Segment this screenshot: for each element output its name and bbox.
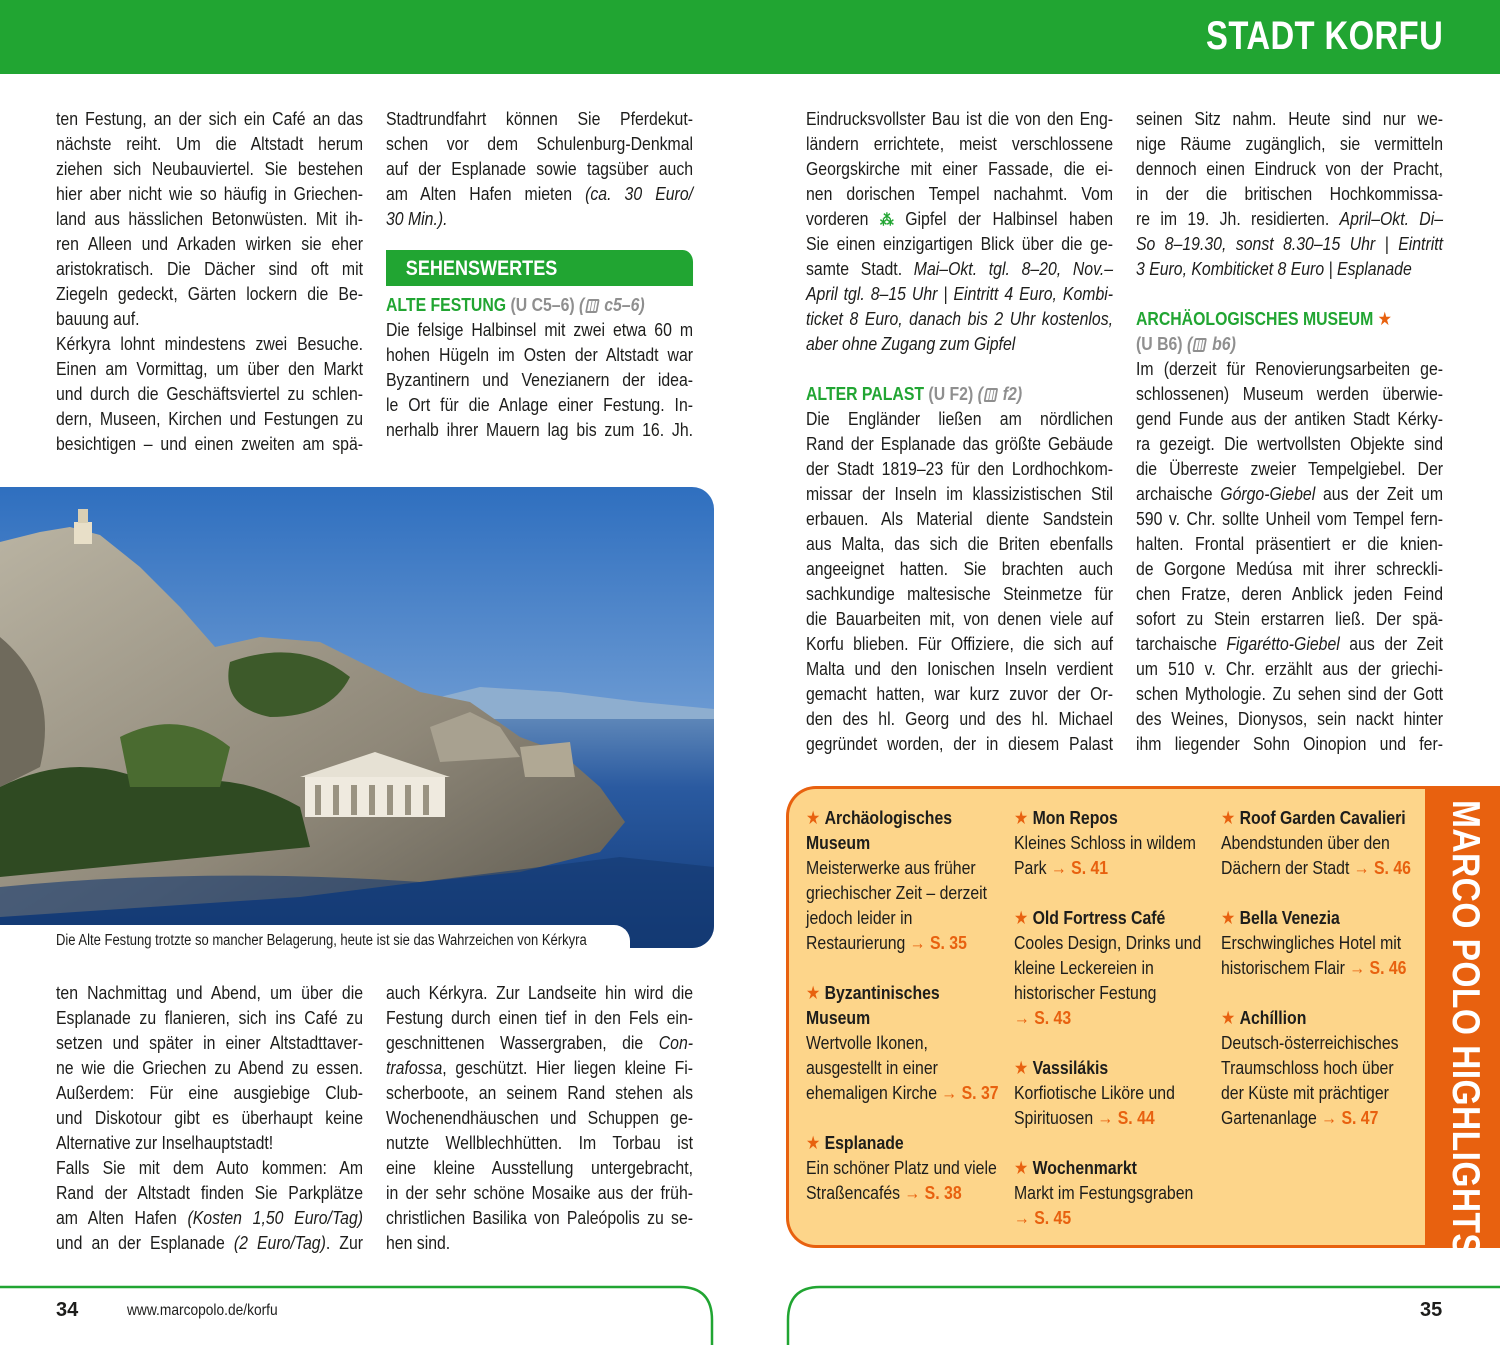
text-line bbox=[386, 1055, 693, 1080]
viewpoint-icon: ⁂ bbox=[879, 212, 894, 229]
star-icon: ★ bbox=[1014, 907, 1033, 928]
page-reference[interactable]: → S. 46 bbox=[1353, 857, 1411, 878]
highlight-entry[interactable] bbox=[1014, 1055, 1210, 1130]
text-line bbox=[1136, 581, 1443, 606]
page-number-left: 34 bbox=[56, 1299, 79, 1321]
text-line bbox=[806, 181, 1113, 206]
text-line bbox=[1136, 156, 1443, 181]
text-segment: schlossenen) Museum werden überwie- bbox=[1136, 383, 1444, 404]
map-reference: ( f2) bbox=[977, 383, 1023, 404]
text-line bbox=[806, 406, 1113, 431]
text-line bbox=[56, 1080, 363, 1105]
text-column-1 bbox=[56, 106, 363, 456]
text-segment: in der die britischen Hochkommissa- bbox=[1136, 183, 1444, 204]
sight-heading bbox=[1136, 306, 1443, 331]
text-segment: seinen Sitz nahm. Heute sind nur we- bbox=[1136, 108, 1444, 129]
text-segment: dennoch einen Eindruck von der Pracht, bbox=[1136, 158, 1444, 179]
star-icon: ★ bbox=[1014, 1057, 1033, 1078]
star-icon: ★ bbox=[806, 982, 825, 1003]
map-reference-code: b6 bbox=[1212, 333, 1231, 354]
text-segment: nutzte Wellblechhütten. Im Torbau ist bbox=[386, 1132, 694, 1153]
text-line bbox=[1136, 431, 1443, 456]
text-line bbox=[1136, 181, 1443, 206]
text-line bbox=[56, 331, 363, 356]
sight-heading bbox=[806, 381, 1113, 406]
star-icon: ★ bbox=[1221, 1007, 1240, 1028]
text-line bbox=[56, 1130, 363, 1155]
text-segment: Ziegeln gedeckt, Gärten lockern die Be- bbox=[56, 283, 364, 304]
text-segment: bauung auf. bbox=[56, 308, 140, 329]
text-segment: die Bauarbeiten mit, von denen viele auf bbox=[806, 608, 1114, 629]
italic-text: Con- bbox=[658, 1032, 694, 1053]
highlight-description: Ein schöner Platz und viele Straßencafés bbox=[806, 1157, 997, 1203]
text-segment: Byzantinern und Venezianern der idea- bbox=[386, 369, 694, 390]
text-segment: schen vor dem Schulenburg-Denkmal bbox=[386, 133, 694, 154]
text-segment: Rand der Esplanade das größte Gebäude bbox=[806, 433, 1114, 454]
star-icon: ★ bbox=[1221, 807, 1240, 828]
text-segment: Gipfel der Halbinsel haben bbox=[893, 208, 1114, 229]
text-line bbox=[806, 131, 1113, 156]
text-line bbox=[56, 281, 363, 306]
text-line bbox=[386, 317, 693, 342]
text-line bbox=[386, 342, 693, 367]
page-reference[interactable]: → S. 41 bbox=[1050, 857, 1109, 878]
text-line bbox=[386, 181, 693, 206]
map-icon bbox=[983, 388, 998, 402]
text-segment: nächste reiht. Um die Altstadt herum bbox=[56, 133, 364, 154]
sight-heading bbox=[386, 292, 693, 317]
text-segment: am Alten Hafen mieten bbox=[386, 183, 586, 204]
text-segment: ten Nachmittag und Abend, um über die bbox=[56, 982, 364, 1003]
page-reference[interactable]: → S. 38 bbox=[904, 1182, 962, 1203]
italic-text: (ca. 30 Euro/ bbox=[585, 183, 694, 204]
text-line bbox=[1136, 631, 1443, 656]
text-segment: aus Malta, das sich die Briten ebenfalls bbox=[806, 533, 1114, 554]
text-line bbox=[1136, 131, 1443, 156]
text-segment: setzen und später in einer Altstadttaver- bbox=[56, 1032, 364, 1053]
text-line bbox=[56, 306, 363, 331]
text-line bbox=[386, 980, 693, 1005]
page-reference[interactable]: → S. 47 bbox=[1321, 1107, 1379, 1128]
text-segment: ziehen sich Neubauviertel. Sie bestehen bbox=[56, 158, 364, 179]
italic-text: aber ohne Zugang zum Gipfel bbox=[806, 333, 1016, 354]
section-heading-sehenswertes: SEHENSWERTES bbox=[386, 250, 693, 286]
text-line bbox=[56, 181, 363, 206]
text-line bbox=[386, 206, 693, 231]
map-reference-code: f2 bbox=[1002, 383, 1017, 404]
text-line bbox=[806, 456, 1113, 481]
text-line bbox=[386, 131, 693, 156]
text-segment: Sie einen einzigartigen Blick über die ge- bbox=[806, 233, 1114, 254]
text-segment: le Ort für die Anlage einer Festung. In- bbox=[386, 394, 694, 415]
text-segment: aristokratisch. Die Dächer sind oft mit bbox=[56, 258, 364, 279]
text-line bbox=[386, 156, 693, 181]
text-line bbox=[56, 131, 363, 156]
text-column-2 bbox=[386, 106, 693, 442]
text-segment: vorderen bbox=[806, 208, 880, 229]
highlights-column-1 bbox=[806, 805, 1002, 1230]
text-segment: und Diskotour gibt es überhaupt keine bbox=[56, 1107, 364, 1128]
highlights-title-strip bbox=[1425, 786, 1500, 1257]
text-column-3 bbox=[806, 106, 1113, 756]
text-line bbox=[806, 106, 1113, 131]
text-segment: geschnittenen Wassergraben, die bbox=[386, 1032, 659, 1053]
highlight-entry[interactable] bbox=[806, 980, 1002, 1105]
text-line bbox=[56, 1105, 363, 1130]
text-segment: um 510 v. Chr. erzählt aus der griechi- bbox=[1136, 658, 1444, 679]
text-segment: ne wie die Griechen zu Abend zu essen. bbox=[56, 1057, 364, 1078]
chapter-header bbox=[0, 0, 1500, 74]
text-segment: ländern errichtete, meist verschlossene bbox=[806, 133, 1114, 154]
text-line bbox=[806, 231, 1113, 256]
map-icon bbox=[585, 299, 600, 313]
text-segment: auch Kérkyra. Zur Landseite hin wird die bbox=[386, 982, 694, 1003]
text-line bbox=[386, 1130, 693, 1155]
highlight-title: Mon Repos bbox=[1032, 807, 1118, 828]
text-segment: und an der Esplanade bbox=[56, 1232, 234, 1253]
text-segment: eine kleine Ausstellung untergebracht, bbox=[386, 1157, 694, 1178]
text-line bbox=[1136, 656, 1443, 681]
photo-caption bbox=[0, 925, 630, 958]
text-segment: die Überreste zweier Tempelgiebel. Der bbox=[1136, 458, 1444, 479]
italic-text: Figarétto-Giebel bbox=[1226, 633, 1340, 654]
text-segment: Im (derzeit für Renovierungsarbeiten ge- bbox=[1136, 358, 1444, 379]
text-line bbox=[1136, 106, 1443, 131]
text-segment: nerhalb ihrer Mauern lag bis zum 16. Jh. bbox=[386, 419, 694, 440]
page-reference[interactable]: → S. 37 bbox=[941, 1082, 999, 1103]
highlight-description: Cooles Design, Drinks und kleine Leckereien in historischer Festung bbox=[1014, 932, 1202, 1003]
text-line bbox=[386, 1005, 693, 1030]
text-segment: 590 v. Chr. sollte Unheil vom Tempel fern- bbox=[1136, 508, 1444, 529]
text-segment: , geschützt. Hier liegen kleine Fi- bbox=[442, 1057, 694, 1078]
text-line bbox=[56, 106, 363, 131]
page-reference[interactable]: → S. 43 bbox=[1014, 1007, 1072, 1028]
text-line bbox=[806, 731, 1113, 756]
text-column-5 bbox=[56, 980, 363, 1255]
sight-reference bbox=[1136, 331, 1443, 356]
text-line bbox=[806, 606, 1113, 631]
text-line bbox=[806, 581, 1113, 606]
sight-name: ARCHÄOLOGISCHES MUSEUM bbox=[1136, 308, 1374, 329]
page-reference[interactable]: → S. 45 bbox=[1014, 1207, 1072, 1228]
text-segment: sofort zu Stein erstarren ließ. Der spä- bbox=[1136, 608, 1444, 629]
text-column-4 bbox=[1136, 106, 1443, 756]
text-line bbox=[386, 1080, 693, 1105]
highlight-title: Achíllion bbox=[1239, 1007, 1307, 1028]
text-line bbox=[56, 1180, 363, 1205]
italic-text: Górgo-Giebel bbox=[1220, 483, 1316, 504]
text-segment: chen Fratze, deren Anblick jeden Feind bbox=[1136, 583, 1444, 604]
highlight-description: Korfiotische Liköre und Spirituosen bbox=[1014, 1082, 1175, 1128]
text-line bbox=[806, 306, 1113, 331]
text-segment: missar der Inseln im klassizistischen Stil bbox=[806, 483, 1114, 504]
page-reference[interactable]: → S. 46 bbox=[1349, 957, 1407, 978]
text-segment: erbauen. Als Material diente Sandstein bbox=[806, 508, 1114, 529]
text-segment: gemacht hatten, war kurz zuvor der Or- bbox=[806, 683, 1114, 704]
text-line bbox=[806, 681, 1113, 706]
text-line bbox=[1136, 481, 1443, 506]
text-segment: hen sind. bbox=[386, 1232, 451, 1253]
text-segment: sachkundige maltesische Steinmetze für bbox=[806, 583, 1114, 604]
italic-text: ticket 8 Euro, danach bis 2 Uhr kostenlos, bbox=[806, 308, 1114, 329]
text-line bbox=[386, 106, 693, 131]
text-segment: besichtigen – und einen zweiten am spä- bbox=[56, 433, 364, 454]
map-reference-code: c5–6 bbox=[604, 294, 640, 315]
text-line bbox=[56, 406, 363, 431]
text-segment: aus der Zeit um bbox=[1315, 483, 1444, 504]
text-line bbox=[806, 431, 1113, 456]
text-segment: Esplanade zu flanieren, sich ins Café zu bbox=[56, 1007, 364, 1028]
text-line bbox=[386, 1205, 693, 1230]
star-icon: ★ bbox=[806, 807, 825, 828]
text-segment: Stadtrundfahrt können Sie Pferdekut- bbox=[386, 108, 694, 129]
text-segment: gend Funde aus der antiken Stadt Kérky- bbox=[1136, 408, 1444, 429]
text-line bbox=[1136, 231, 1443, 256]
highlight-title: Bella Venezia bbox=[1239, 907, 1340, 928]
map-grid-reference: (U B6) bbox=[1136, 333, 1187, 354]
map-grid-reference: (U C5–6) bbox=[506, 294, 580, 315]
highlight-entry[interactable] bbox=[1221, 905, 1417, 980]
text-segment: ren Alleen und Arkaden wirken sie eher bbox=[56, 233, 364, 254]
highlight-title: Vassilákis bbox=[1032, 1057, 1109, 1078]
text-segment: Wochenendhäuschen und Schuppen ge- bbox=[386, 1107, 694, 1128]
text-line bbox=[806, 331, 1113, 356]
star-icon: ★ bbox=[1373, 308, 1392, 329]
text-segment: Malta und den Ionischen Inseln verdient bbox=[806, 658, 1114, 679]
text-line bbox=[806, 706, 1113, 731]
text-line bbox=[56, 156, 363, 181]
highlight-title: Old Fortress Café bbox=[1032, 907, 1166, 928]
text-line bbox=[1136, 381, 1443, 406]
text-line bbox=[56, 431, 363, 456]
text-line bbox=[1136, 731, 1443, 756]
text-line bbox=[56, 231, 363, 256]
text-segment: hier aber nicht wie so häufig in Griechen- bbox=[56, 183, 364, 204]
text-line bbox=[806, 256, 1113, 281]
text-line bbox=[386, 367, 693, 392]
text-line bbox=[1136, 456, 1443, 481]
highlight-description: Abendstunden über den Dächern der Stadt bbox=[1221, 832, 1390, 878]
text-segment: der Stadt 1819–23 für den Lordhochkom- bbox=[806, 458, 1114, 479]
star-icon: ★ bbox=[1014, 807, 1033, 828]
text-segment: Rand der Altstadt finden Sie Parkplätze bbox=[56, 1182, 364, 1203]
italic-text: (Kosten 1,50 Euro/Tag) bbox=[187, 1207, 364, 1228]
text-segment: schen Mythologie. Zu sehen sind der Gott bbox=[1136, 683, 1444, 704]
text-segment: re im 19. Jh. residierten. bbox=[1136, 208, 1340, 229]
text-segment: Außerdem: Für eine ausgiebige Club- bbox=[56, 1082, 364, 1103]
text-segment: ten Festung, an der sich ein Café an das bbox=[56, 108, 364, 129]
text-line bbox=[386, 1155, 693, 1180]
sight-name: ALTE FESTUNG bbox=[386, 294, 507, 315]
highlights-column-2 bbox=[1014, 805, 1210, 1255]
text-line bbox=[56, 1055, 363, 1080]
star-icon: ★ bbox=[1014, 1157, 1033, 1178]
text-segment: Kérkyra lohnt mindestens zwei Besuche. bbox=[56, 333, 364, 354]
text-segment: tarchaische bbox=[1136, 633, 1227, 654]
map-icon bbox=[1193, 338, 1208, 352]
text-line bbox=[56, 1205, 363, 1230]
text-line bbox=[1136, 256, 1443, 281]
text-line bbox=[1136, 681, 1443, 706]
highlight-entry[interactable] bbox=[1221, 805, 1417, 880]
text-segment: Georgskirche mit einer Fassade, die ei- bbox=[806, 158, 1114, 179]
text-segment: Einen am Vormittag, um über den Markt bbox=[56, 358, 364, 379]
text-line bbox=[386, 1180, 693, 1205]
highlight-title: Roof Garden Cavalieri bbox=[1239, 807, 1406, 828]
text-segment: hohen Hügeln im Osten der Altstadt war bbox=[386, 344, 694, 365]
highlight-entry[interactable] bbox=[1221, 1005, 1417, 1130]
text-line bbox=[56, 1030, 363, 1055]
text-segment: auf der Esplanade sowie tagsüber auch bbox=[386, 158, 694, 179]
text-line bbox=[1136, 531, 1443, 556]
chapter-title: STADT KORFU bbox=[1205, 14, 1443, 58]
highlight-description: Kleines Schloss in wildem Park bbox=[1014, 832, 1196, 878]
italic-text: 30 Min.). bbox=[386, 208, 448, 229]
text-segment: den des hl. Georg und des hl. Michael bbox=[806, 708, 1114, 729]
highlight-title: Wochenmarkt bbox=[1032, 1157, 1137, 1178]
website-link[interactable]: www.marcopolo.de/korfu bbox=[127, 1302, 278, 1319]
text-segment: Festung durch einen tief in den Fels ein- bbox=[386, 1007, 694, 1028]
highlight-description: Wertvolle Ikonen, ausgestellt in einer ehemaligen Kirche bbox=[806, 1032, 938, 1103]
text-line bbox=[1136, 356, 1443, 381]
page-reference[interactable]: → S. 44 bbox=[1097, 1107, 1155, 1128]
text-segment: nen dorischen Tempel nachahmt. Vom bbox=[806, 183, 1114, 204]
text-line bbox=[806, 156, 1113, 181]
highlight-entry[interactable] bbox=[1014, 1155, 1210, 1230]
text-line bbox=[56, 356, 363, 381]
text-line bbox=[806, 556, 1113, 581]
text-line bbox=[56, 980, 363, 1005]
text-segment: de Gorgone Medúsa mit ihrer schreckli- bbox=[1136, 558, 1444, 579]
map-reference: ( c5–6) bbox=[579, 294, 645, 315]
text-segment: gegründet worden, der in diesem Palast bbox=[806, 733, 1114, 754]
text-segment: in der sehr schöne Mosaike aus der früh- bbox=[386, 1182, 694, 1203]
highlight-entry[interactable] bbox=[1014, 805, 1210, 880]
text-segment: . Zur bbox=[325, 1232, 364, 1253]
star-icon: ★ bbox=[806, 1132, 825, 1153]
text-line bbox=[386, 1230, 693, 1255]
text-segment: archaische bbox=[1136, 483, 1221, 504]
italic-text: trafossa bbox=[386, 1057, 443, 1078]
text-segment: halten. Frontal präsentiert er die knien- bbox=[1136, 533, 1444, 554]
photo-old-fortress bbox=[0, 487, 714, 948]
italic-text: April tgl. 8–15 Uhr | Eintritt 4 Euro, Kombi- bbox=[806, 283, 1114, 304]
text-segment: des Weines, Dionysos, sein nackt hinter bbox=[1136, 708, 1444, 729]
text-segment: Korfu blieben. Für Offiziere, die sich auf bbox=[806, 633, 1114, 654]
map-reference: ( b6) bbox=[1186, 333, 1236, 354]
text-segment: Eindrucksvollster Bau ist die von den Eng- bbox=[806, 108, 1114, 129]
text-line bbox=[386, 392, 693, 417]
text-line bbox=[806, 481, 1113, 506]
text-segment: am Alten Hafen bbox=[56, 1207, 188, 1228]
text-segment: christlichen Basilika von Paleópolis zu se- bbox=[386, 1207, 694, 1228]
highlights-title: MARCO POLO HIGHLIGHTS bbox=[1444, 800, 1487, 1257]
text-segment: nige Räume zugänglich, sie vermitteln bbox=[1136, 133, 1444, 154]
highlight-description: Meisterwerke aus früher griechischer Zeit – derzeit jedoch leider in Restaurierung bbox=[806, 857, 988, 953]
highlight-description: Deutsch-österreichisches Traumschloss hoch über der Küste mit prächtiger Gartenanlage bbox=[1221, 1032, 1399, 1128]
text-line bbox=[1136, 606, 1443, 631]
italic-text: 3 Euro, Kombiticket 8 Euro | Esplanade bbox=[1136, 258, 1412, 279]
highlight-title: Esplanade bbox=[824, 1132, 904, 1153]
highlight-description: Markt im Festungsgraben bbox=[1014, 1182, 1194, 1203]
text-segment: scherboote, an seinem Rand stehen als bbox=[386, 1082, 694, 1103]
text-line bbox=[806, 206, 1113, 231]
highlight-entry[interactable] bbox=[1014, 905, 1210, 1030]
text-line bbox=[56, 381, 363, 406]
text-segment: ihm liegender Sohn Oinopion und fer- bbox=[1136, 733, 1444, 754]
text-line bbox=[56, 206, 363, 231]
text-line bbox=[806, 281, 1113, 306]
text-segment: Die Engländer ließen am nördlichen bbox=[806, 408, 1114, 429]
text-line bbox=[56, 1005, 363, 1030]
text-column-6 bbox=[386, 980, 693, 1255]
text-segment: ra gezeigt. Die wertvollsten Objekte sind bbox=[1136, 433, 1444, 454]
text-line bbox=[1136, 506, 1443, 531]
text-line bbox=[386, 1030, 693, 1055]
highlight-entry[interactable] bbox=[806, 1130, 1002, 1205]
map-grid-reference: (U F2) bbox=[924, 383, 978, 404]
text-line bbox=[1136, 206, 1443, 231]
text-line bbox=[56, 1155, 363, 1180]
text-line bbox=[806, 506, 1113, 531]
text-line bbox=[806, 656, 1113, 681]
text-line bbox=[56, 1230, 363, 1255]
text-line bbox=[56, 256, 363, 281]
text-segment: dern, Museen, Kirchen und Festungen zu bbox=[56, 408, 364, 429]
highlight-title: Byzantinisches Museum bbox=[806, 982, 940, 1028]
text-segment: Die felsige Halbinsel mit zwei etwa 60 m bbox=[386, 319, 694, 340]
photo-caption-text: Die Alte Festung trotzte so mancher Belagerung, heute ist sie das Wahrzeichen von Kérkyra bbox=[56, 932, 587, 949]
text-line bbox=[386, 417, 693, 442]
text-line bbox=[1136, 406, 1443, 431]
highlights-column-3 bbox=[1221, 805, 1417, 1155]
text-segment: land aus hässlichen Betonwüsten. Mit ih- bbox=[56, 208, 364, 229]
text-segment: samte Stadt. bbox=[806, 258, 914, 279]
italic-text: April–Okt. Di– bbox=[1339, 208, 1444, 229]
text-segment: und durch die Geschäftsviertel zu schlen- bbox=[56, 383, 364, 404]
text-line bbox=[1136, 556, 1443, 581]
text-segment: Alternative zur Inselhauptstadt! bbox=[56, 1132, 274, 1153]
text-line bbox=[806, 531, 1113, 556]
sight-name: ALTER PALAST bbox=[806, 383, 925, 404]
text-line bbox=[806, 631, 1113, 656]
text-segment: Falls Sie mit dem Auto kommen: Am bbox=[56, 1157, 364, 1178]
page-reference[interactable]: → S. 35 bbox=[909, 932, 967, 953]
italic-text: Mai–Okt. tgl. 8–20, Nov.– bbox=[913, 258, 1114, 279]
highlight-entry[interactable] bbox=[806, 805, 1002, 955]
text-segment: aus der Zeit bbox=[1339, 633, 1444, 654]
italic-text: So 8–19.30, sonst 8.30–15 Uhr | Eintritt bbox=[1136, 233, 1444, 254]
highlight-title: Archäologisches Museum bbox=[806, 807, 953, 853]
page-number-right: 35 bbox=[1420, 1299, 1443, 1321]
text-segment: angeeignet hatten. Sie brachten auch bbox=[806, 558, 1114, 579]
highlight-description: Erschwingliches Hotel mit historischem Flair bbox=[1221, 932, 1402, 978]
text-line bbox=[1136, 706, 1443, 731]
text-line bbox=[386, 1105, 693, 1130]
italic-text: (2 Euro/Tag) bbox=[233, 1232, 326, 1253]
star-icon: ★ bbox=[1221, 907, 1240, 928]
